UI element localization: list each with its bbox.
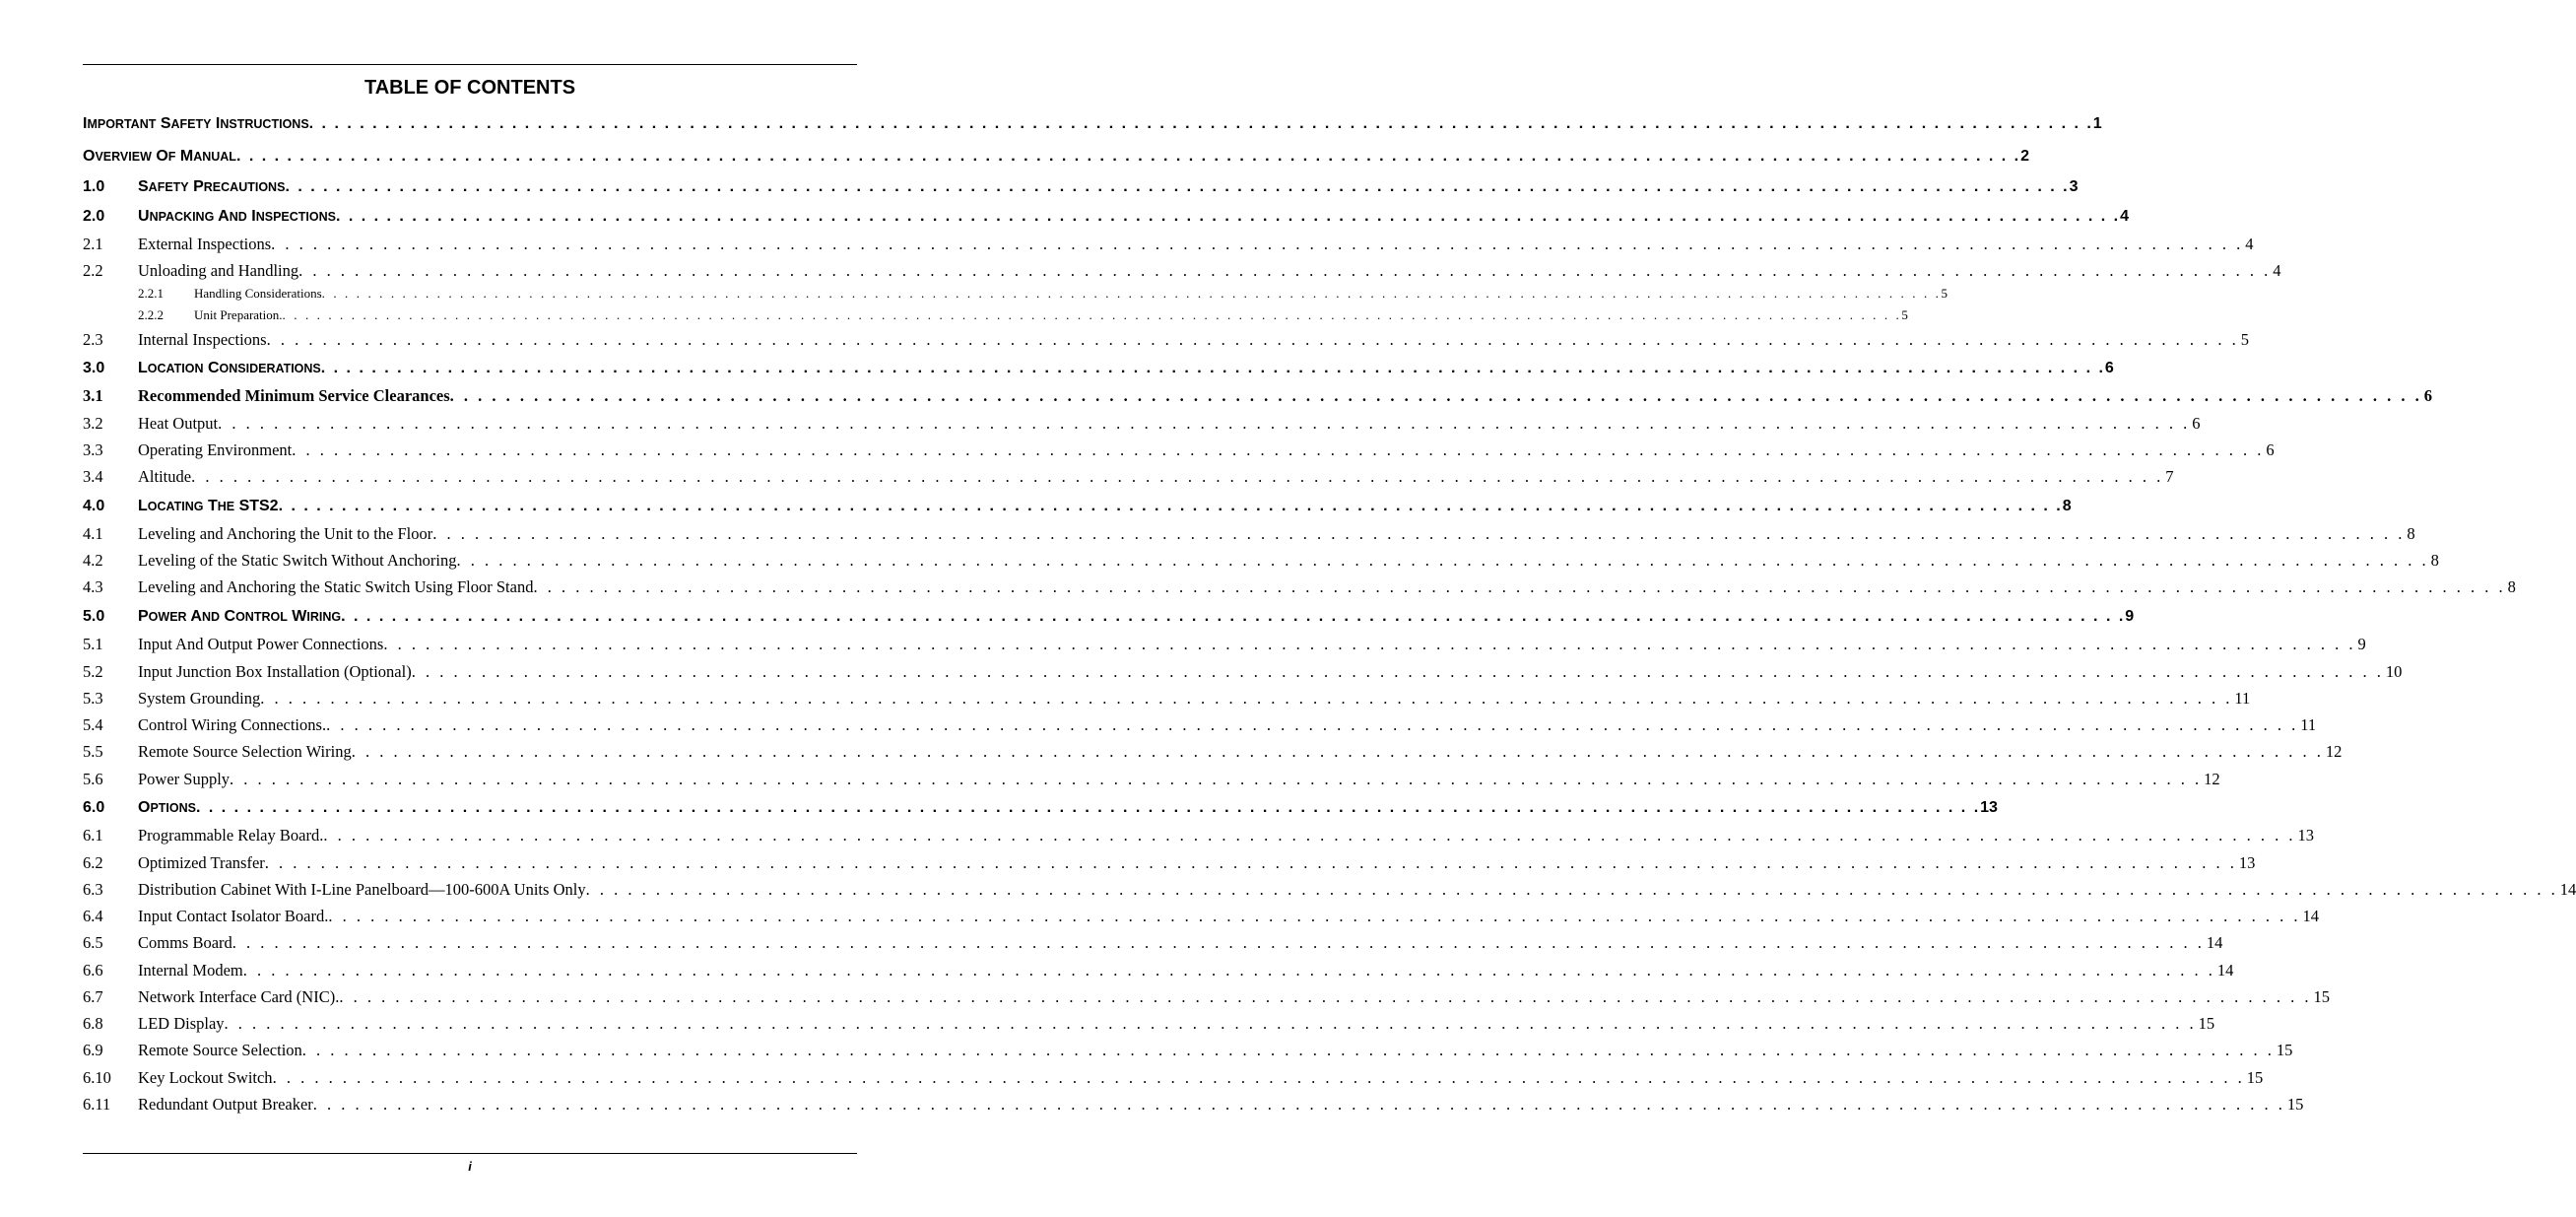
dot-leader: . . . . . . . . . . . . . . . . . . . . . . . . . . . . . . . . . . . . . . . . . . . . . . . . . . . . . . . . . . . . . . . . . . . . . . . . . . . . . . . . . . . . . . . . . . . . . . . . . . . . . . . . . . . . . . . . . . . . . . . . . . . . . . . . . . . . . . . . . . . . . bbox=[449, 386, 2422, 405]
dot-leader: . . . . . . . . . . . . . . . . . . . . . . . . . . . . . . . . . . . . . . . . . . . . . . . . . . . . . . . . . . . . . . . . . . . . . . . . . . . . . . . . . . . . . . . . . . . . . . . . . . . . . . . . . . . . . . . . . . . . . . . . . . . . . . . . . . . . . . . . . . . . . bbox=[456, 551, 2429, 570]
page-number: i bbox=[468, 1159, 472, 1174]
dot-leader: . . . . . . . . . . . . . . . . . . . . . . . . . . . . . . . . . . . . . . . . . . . . . . . . . . . . . . . . . . . . . . . . . . . . . . . . . . . . . . . . . . . . . . . . . . . . . . . . . . . . . . . . . . . . . . . . . . . . . . . . . . . . . . . . . . . . . . . . . . . . . bbox=[242, 961, 2215, 980]
toc-entry-title: OPTIONS bbox=[138, 799, 196, 816]
dot-leader: . . . . . . . . . . . . . . . . . . . . . . . . . . . . . . . . . . . . . . . . . . . . . . . . . . . . . . . . . . . . . . . . . . . . . . . . . . . . . . . . . . . . . . . . . . . . . . . . . . . . . . . . . . . . . . . . . . . . . . . . . . . . . . . . . . . . . . . . . . . . . bbox=[230, 770, 2203, 788]
toc-entry[interactable] bbox=[138, 286, 1948, 302]
toc-entry-page: 12 bbox=[2325, 742, 2343, 761]
toc-entry[interactable] bbox=[83, 524, 2415, 544]
toc-entry[interactable] bbox=[83, 608, 2135, 626]
toc-entry-page: 7 bbox=[2165, 467, 2174, 486]
toc-entry[interactable] bbox=[83, 386, 2433, 406]
toc-entry[interactable] bbox=[83, 261, 2281, 281]
dot-leader: . . . . . . . . . . . . . . . . . . . . . . . . . . . . . . . . . . . . . . . . . . . . . . . . . . . . . . . . . . . . . . . . . . . . . . . . . . . . . . . . . . . . . . . . . . . . . . . . . . . . . . . . . . . . . . . . . . . . . . . . . . . . . . . . . . . . . . . . . . . . . bbox=[383, 635, 2356, 653]
toc-entry[interactable] bbox=[83, 577, 2516, 597]
toc-entry-title: Power Supply bbox=[138, 770, 231, 788]
toc-entry-page: 6 bbox=[2423, 386, 2433, 405]
toc-entry-number: 5.1 bbox=[83, 635, 103, 653]
toc-entry-page: 15 bbox=[2246, 1068, 2264, 1087]
toc-entry[interactable] bbox=[83, 551, 2439, 571]
toc-entry-title: Key Lockout Switch bbox=[138, 1068, 273, 1087]
toc-entry-title: Input Contact Isolator Board. bbox=[138, 907, 329, 925]
toc-entry-page: 8 bbox=[2507, 577, 2516, 596]
toc-entry[interactable] bbox=[83, 1041, 2293, 1060]
toc-entry-number: 6.5 bbox=[83, 933, 103, 952]
toc-entry[interactable] bbox=[83, 414, 2201, 434]
toc-entry[interactable] bbox=[83, 742, 2343, 762]
toc-entry-title: IMPORTANT SAFETY INSTRUCTIONS bbox=[83, 115, 309, 132]
toc-entry-page: 8 bbox=[2062, 498, 2072, 514]
toc-entry-title: External Inspections bbox=[138, 235, 272, 253]
toc-entry[interactable] bbox=[83, 933, 2223, 953]
dot-leader: . . . . . . . . . . . . . . . . . . . . . . . . . . . . . . . . . . . . . . . . . . . . . . . . . . . . . . . . . . . . . . . . . . . . . . . . . . . . . . . . . . . . . . . . . . . . . . . . . . . . . . . . . . . . . . . . . . . . . . . . . . . . . . . . . . . . . . . . . . . . . bbox=[320, 360, 2105, 376]
toc-entry-title: Comms Board bbox=[138, 933, 232, 952]
toc-entry-page: 9 bbox=[2125, 608, 2135, 625]
toc-entry-page: 6 bbox=[2266, 440, 2275, 459]
toc-entry-number: 2.0 bbox=[83, 208, 105, 225]
toc-entry-page: 13 bbox=[1980, 799, 1998, 816]
toc-entry-page: 1 bbox=[2092, 115, 2102, 132]
toc-entry-page: 14 bbox=[2206, 933, 2223, 952]
dot-leader: . . . . . . . . . . . . . . . . . . . . . . . . . . . . . . . . . . . . . . . . . . . . . . . . . . . . . . . . . . . . . . . . . . . . . . . . . . . . . . . . . . . . . . . . . . . . . . . . . . . . . . . . . . . . . . . . . . . . . . . . . . . . . . . . . . . . . . . . . . . . . bbox=[341, 608, 2126, 625]
toc-entry[interactable] bbox=[83, 662, 2403, 682]
dot-leader: . . . . . . . . . . . . . . . . . . . . . . . . . . . . . . . . . . . . . . . . . . . . . . . . . . . . . . . . . . . . . . . . . . . . . . . . . . . . . . . . . . . . . . . . . . . . . . . . . . . . . . . . . . . . . . . . . . . . . . . . . . . . . . . . . . . . . . . . . . . . . bbox=[301, 1041, 2275, 1059]
toc-entry-page: 5 bbox=[2240, 330, 2249, 349]
toc-entry[interactable] bbox=[83, 467, 2174, 487]
toc-entry[interactable] bbox=[83, 853, 2256, 873]
toc-entry-page: 15 bbox=[2286, 1095, 2304, 1114]
toc-entry-number: 2.2.2 bbox=[138, 307, 164, 322]
toc-entry-title: Control Wiring Connections. bbox=[138, 715, 327, 734]
dot-leader: . . . . . . . . . . . . . . . . . . . . . . . . . . . . . . . . . . . . . . . . . . . . . . . . . . . . . . . . . . . . . . . . . . . . . . . . . . . . . . . . . . . . . . . . . . . . . . . . . . . . . . . . . . . . . . . . . . . . . . . . . . . . . . . . . . . . . . . . . . . . . bbox=[411, 662, 2384, 681]
toc-entry-page: 6 bbox=[2104, 360, 2114, 376]
toc-entry-title: Leveling and Anchoring the Static Switch Using Floor Stand bbox=[138, 577, 534, 596]
toc-entry-page: 15 bbox=[2313, 987, 2330, 1006]
toc-entry-number: 5.0 bbox=[83, 608, 105, 625]
toc-entry[interactable] bbox=[83, 208, 2130, 226]
toc-entry-number: 4.2 bbox=[83, 551, 103, 570]
toc-entry-page: 15 bbox=[2198, 1014, 2215, 1033]
toc-entry[interactable] bbox=[83, 961, 2234, 980]
toc-entry[interactable] bbox=[83, 498, 2072, 515]
toc-entry-number: 3.2 bbox=[83, 414, 103, 433]
toc-entry-title: LOCATION CONSIDERATIONS bbox=[138, 360, 321, 376]
toc-entry-page: 2 bbox=[2020, 148, 2029, 165]
toc-entry-title: LOCATING THE STS2 bbox=[138, 498, 279, 514]
dot-leader: . . . . . . . . . . . . . . . . . . . . . . . . . . . . . . . . . . . . . . . . . . . . . . . . . . . . . . . . . . . . . . . . . . . . . . . . . . . . . . . . . . . . . . . . . . . . . . . . . . . . . . . . . . . . . . . . . . . . . . . . . . . . . . . . . . . . . . . . . . . . . bbox=[278, 498, 2063, 514]
toc-entry-title: Internal Inspections bbox=[138, 330, 267, 349]
toc-entry[interactable] bbox=[83, 115, 2102, 133]
toc-entry-number: 3.1 bbox=[83, 386, 103, 405]
toc-entry-title: Redundant Output Breaker bbox=[138, 1095, 313, 1114]
dot-leader: . . . . . . . . . . . . . . . . . . . . . . . . . . . . . . . . . . . . . . . . . . . . . . . . . . . . . . . . . . . . . . . . . . . . . . . . . . . . . . . . . . . . . . . . . . . . . . . . . . . . . . . . . . . . . . . . . . . . . . . . . . . . . . . . . . . . . . . . . . . . . bbox=[235, 148, 2021, 165]
toc-entry-number: 4.1 bbox=[83, 524, 103, 543]
dot-leader: . . . . . . . . . . . . . . . . . . . . . . . . . . . . . . . . . . . . . . . . . . . . . . . . . . . . . . . . . . . . . . . . . . . . . . . . . . . . . . . . . . . . . . . . . . . . . . . . . . . . . . . . . . . . . . . . . . . . . . . . . . . . . . . . . . . . . . . . . . . . . bbox=[191, 467, 2164, 486]
toc-entry-number: 6.1 bbox=[83, 826, 103, 845]
dot-leader: . . . . . . . . . . . . . . . . . . . . . . . . . . . . . . . . . . . . . . . . . . . . . . . . . . . . . . . . . . . . . . . . . . . . . . . . . . . . . . . . . . . . . . . . . . . . . . . . . . . . . . . . . . . . . . . . . . . . . . . . . . . . . . . . . . . . . . . . . . . . . bbox=[260, 689, 2233, 708]
toc-entry-title: Unloading and Handling bbox=[138, 261, 299, 280]
top-rule bbox=[83, 64, 857, 65]
toc-entry-page: 14 bbox=[2559, 880, 2576, 899]
toc-entry[interactable] bbox=[83, 635, 2366, 654]
toc-entry[interactable] bbox=[83, 826, 2314, 845]
toc-entry[interactable] bbox=[83, 1068, 2264, 1088]
toc-entry-page: 3 bbox=[2069, 178, 2079, 195]
toc-entry-page: 4 bbox=[2273, 261, 2281, 280]
toc-entry-number: 3.0 bbox=[83, 360, 105, 376]
toc-entry[interactable] bbox=[83, 1095, 2304, 1115]
toc-entry-number: 4.0 bbox=[83, 498, 105, 514]
toc-entry-number: 2.1 bbox=[83, 235, 103, 253]
toc-entry-title: OVERVIEW OF MANUAL bbox=[83, 148, 236, 165]
toc-entry-page: 4 bbox=[2120, 208, 2130, 225]
toc-entry-page: 5 bbox=[1901, 307, 1908, 322]
toc-entry-title: Input And Output Power Connections bbox=[138, 635, 384, 653]
toc-entry-title: Distribution Cabinet With I-Line Panelboard—100-600A Units Only bbox=[138, 880, 586, 899]
toc-entry-title: Remote Source Selection Wiring bbox=[138, 742, 352, 761]
toc-entry-page: 11 bbox=[2234, 689, 2251, 708]
toc-entry-number: 6.6 bbox=[83, 961, 103, 980]
toc-entry-number: 5.3 bbox=[83, 689, 103, 708]
dot-leader: . . . . . . . . . . . . . . . . . . . . . . . . . . . . . . . . . . . . . . . . . . . . . . . . . . . . . . . . . . . . . . . . . . . . . . . . . . . . . . . . . . . . . . . . . . . . . . . . . . . . . . . . . . . . . . . . . . . . . . . . . . . . . . . . . . . . . . . . . . . . . bbox=[298, 261, 2272, 280]
toc-entry-title: Input Junction Box Installation (Optional) bbox=[138, 662, 412, 681]
toc-entry[interactable] bbox=[83, 440, 2275, 460]
dot-leader: . . . . . . . . . . . . . . . . . . . . . . . . . . . . . . . . . . . . . . . . . . . . . . . . . . . . . . . . . . . . . . . . . . . . . . . . . . . . . . . . . . . . . . . . . . . . . . . . . . . . . . . . . . . . . . . . . . . . . . . . . . . . . . . . . . . . . . . . . . . . . bbox=[339, 987, 2312, 1006]
toc-entry-number: 4.3 bbox=[83, 577, 103, 596]
toc-entry-title: Optimized Transfer bbox=[138, 853, 265, 872]
toc-entry-title: LED Display bbox=[138, 1014, 225, 1033]
dot-leader: . . . . . . . . . . . . . . . . . . . . . . . . . . . . . . . . . . . . . . . . . . . . . . . . . . . . . . . . . . . . . . . . . . . . . . . . . . . . . . . . . . . . . . . . . . . . . . . . . . . . . . . . . . . . . . . . . . . . . . . . . . . . . . . . . . . . . . . . . . . . . bbox=[224, 1014, 2197, 1033]
toc-entry-number: 6.0 bbox=[83, 799, 105, 816]
dot-leader: . . . . . . . . . . . . . . . . . . . . . . . . . . . . . . . . . . . . . . . . . . . . . . . . . . . . . . . . . . . . . . . . . . . . . . . . . . . . . . . . . . . . . . . . . . . . . . . . . . . . . . . . . . . . . . . . . . . . . . . . . . . . . . . . . . . . . . . . . . . . . bbox=[264, 853, 2237, 872]
toc-entry-number: 2.2 bbox=[83, 261, 103, 280]
dot-leader: . . . . . . . . . . . . . . . . . . . . . . . . . . . . . . . . . . . . . . . . . . . . . . . . . . . . . . . . . . . . . . . . . . . . . . . . . . . . . . . . . . . . . . . . . . . . . . . . . . . . . . . . . . . . . . . . . . . . . . . . . . . . . . . . . . . . . . . . . . . . . bbox=[272, 1068, 2245, 1087]
dot-leader: . . . . . . . . . . . . . . . . . . . . . . . . . . . . . . . . . . . . . . . . . . . . . . . . . . . . . . . . . . . . . . . . . . . . . . . . . . . . . . . . . . . . . . . . . . . . . . . . . . . . . . . . . . . . . . . . . . . . . . . . . . . . . . . . . . . . . . . . . . . . . bbox=[432, 524, 2406, 543]
toc-entry-number: 2.2.1 bbox=[138, 286, 164, 301]
page-title: TABLE OF CONTENTS bbox=[363, 77, 576, 99]
toc-entry-page: 13 bbox=[2238, 853, 2256, 872]
toc-entry-number: 5.6 bbox=[83, 770, 103, 788]
toc-entry-title: Leveling and Anchoring the Unit to the Floor bbox=[138, 524, 433, 543]
toc-entry-title: UNPACKING AND INSPECTIONS bbox=[138, 208, 336, 225]
toc-entry-page: 15 bbox=[2276, 1041, 2293, 1059]
toc-entry-page: 4 bbox=[2245, 235, 2254, 253]
toc-entry[interactable] bbox=[83, 799, 1998, 817]
toc-entry-number: 5.2 bbox=[83, 662, 103, 681]
dot-leader: . . . . . . . . . . . . . . . . . . . . . . . . . . . . . . . . . . . . . . . . . . . . . . . . . . . . . . . . . . . . . . . . . . . . . . . . . . . . . . . . . . . . . . . . . . . . . . . . . . . . . . . . . . . . . . . . . . . . . . . . . . . . . . . . . . . . . . . . . . . . . bbox=[326, 715, 2299, 734]
toc-entry-title: Unit Preparation. bbox=[194, 307, 283, 322]
toc-entry[interactable] bbox=[83, 235, 2254, 254]
toc-entry-number: 6.4 bbox=[83, 907, 103, 925]
toc-entry-title: POWER AND CONTROL WIRING bbox=[138, 608, 342, 625]
toc-entry[interactable] bbox=[83, 360, 2114, 377]
toc-entry-number: 6.10 bbox=[83, 1068, 111, 1087]
toc-entry-title: Recommended Minimum Service Clearances bbox=[138, 386, 450, 405]
toc-entry-title: Remote Source Selection bbox=[138, 1041, 302, 1059]
dot-leader: . . . . . . . . . . . . . . . . . . . . . . . . . . . . . . . . . . . . . . . . . . . . . . . . . . . . . . . . . . . . . . . . . . . . . . . . . . . . . . . . . . . . . . . . . . . . . . . . . . . . . . . . . . . . . . . . . . . . . . . . . . . . . . . . . . . . . . . . . . . . . bbox=[312, 1095, 2285, 1114]
toc-entry[interactable] bbox=[83, 987, 2330, 1007]
toc-entry-title: Operating Environment bbox=[138, 440, 293, 459]
toc-entry-page: 12 bbox=[2204, 770, 2220, 788]
toc-entry-title: Internal Modem bbox=[138, 961, 243, 980]
dot-leader: . . . . . . . . . . . . . . . . . . . . . . . . . . . . . . . . . . . . . . . . . . . . . . . . . . . . . . . . . . . . . . . . . . . . . . . . . . . . . . . . . . . . . . . . . . . . . . . . . . . . . . . . . . . . . . . . . . . . . . . . . . . . . . . . . . . . . . . . . . . . . bbox=[231, 933, 2205, 952]
dot-leader: . . . . . . . . . . . . . . . . . . . . . . . . . . . . . . . . . . . . . . . . . . . . . . . . . . . . . . . . . . . . . . . . . . . . . . . . . . . . . . . . . . . . . . . . . . . . . . . . . . . . . . . . . . . . . . . . . . . . . . . . . . . . . . . . . . . . . . . . . . . . . bbox=[266, 330, 2239, 349]
toc-entry-title: Network Interface Card (NIC). bbox=[138, 987, 340, 1006]
toc-entry-number: 5.4 bbox=[83, 715, 103, 734]
toc-entry-title: Altitude bbox=[138, 467, 192, 486]
toc-entry-page: 14 bbox=[2216, 961, 2234, 980]
toc-entry[interactable] bbox=[83, 148, 2029, 166]
toc-entry-number: 6.9 bbox=[83, 1041, 103, 1059]
toc-entry[interactable] bbox=[83, 178, 2079, 196]
dot-leader: . . . . . . . . . . . . . . . . . . . . . . . . . . . . . . . . . . . . . . . . . . . . . . . . . . . . . . . . . . . . . . . . . . . . . . . . . . . . . . . . . . . . . . . . . . . . . . . . . . . . . . . . . . . . . . . . . . . . . . . . . . . . . . . . . . . . . . . . . . . . . bbox=[351, 742, 2324, 761]
dot-leader: . . . . . . . . . . . . . . . . . . . . . . . . . . . . . . . . . . . . . . . . . . . . . . . . . . . . . . . . . . . . . . . . . . . . . . . . . . . . . . . . . . . . . . . . . . . . . . . . . . . . . . . . . . . . . . . . . . . . . . . . . . . . . . . . . . . . . . . . . . . . . bbox=[321, 286, 1942, 301]
toc-entry-number: 6.8 bbox=[83, 1014, 103, 1033]
toc-entry-page: 6 bbox=[2192, 414, 2201, 433]
toc-entry-page: 14 bbox=[2302, 907, 2320, 925]
toc-entry-title: Leveling of the Static Switch Without Anchoring bbox=[138, 551, 457, 570]
dot-leader: . . . . . . . . . . . . . . . . . . . . . . . . . . . . . . . . . . . . . . . . . . . . . . . . . . . . . . . . . . . . . . . . . . . . . . . . . . . . . . . . . . . . . . . . . . . . . . . . . . . . . . . . . . . . . . . . . . . . . . . . . . . . . . . . . . . . . . . . . . . . . bbox=[308, 115, 2093, 132]
dot-leader: . . . . . . . . . . . . . . . . . . . . . . . . . . . . . . . . . . . . . . . . . . . . . . . . . . . . . . . . . . . . . . . . . . . . . . . . . . . . . . . . . . . . . . . . . . . . . . . . . . . . . . . . . . . . . . . . . . . . . . . . . . . . . . . . . . . . . . . . . . . . . bbox=[282, 307, 1902, 322]
toc-entry-page: 8 bbox=[2407, 524, 2415, 543]
toc-entry-title: SAFETY PRECAUTIONS bbox=[138, 178, 286, 195]
toc-entry-number: 6.7 bbox=[83, 987, 103, 1006]
dot-leader: . . . . . . . . . . . . . . . . . . . . . . . . . . . . . . . . . . . . . . . . . . . . . . . . . . . . . . . . . . . . . . . . . . . . . . . . . . . . . . . . . . . . . . . . . . . . . . . . . . . . . . . . . . . . . . . . . . . . . . . . . . . . . . . . . . . . . . . . . . . . . bbox=[218, 414, 2191, 433]
toc-entry[interactable] bbox=[83, 715, 2317, 735]
bottom-rule bbox=[83, 1153, 857, 1154]
toc-entry-title: Programmable Relay Board. bbox=[138, 826, 324, 845]
toc-entry-number: 6.2 bbox=[83, 853, 103, 872]
toc-entry-page: 13 bbox=[2297, 826, 2314, 845]
toc-entry-page: 11 bbox=[2300, 715, 2317, 734]
dot-leader: . . . . . . . . . . . . . . . . . . . . . . . . . . . . . . . . . . . . . . . . . . . . . . . . . . . . . . . . . . . . . . . . . . . . . . . . . . . . . . . . . . . . . . . . . . . . . . . . . . . . . . . . . . . . . . . . . . . . . . . . . . . . . . . . . . . . . . . . . . . . . bbox=[323, 826, 2296, 845]
toc-entry-number: 3.3 bbox=[83, 440, 103, 459]
dot-leader: . . . . . . . . . . . . . . . . . . . . . . . . . . . . . . . . . . . . . . . . . . . . . . . . . . . . . . . . . . . . . . . . . . . . . . . . . . . . . . . . . . . . . . . . . . . . . . . . . . . . . . . . . . . . . . . . . . . . . . . . . . . . . . . . . . . . . . . . . . . . . bbox=[585, 880, 2558, 899]
toc-entry-number: 1.0 bbox=[83, 178, 105, 195]
toc-entry-number: 6.11 bbox=[83, 1095, 111, 1114]
toc-entry-title: System Grounding bbox=[138, 689, 261, 708]
dot-leader: . . . . . . . . . . . . . . . . . . . . . . . . . . . . . . . . . . . . . . . . . . . . . . . . . . . . . . . . . . . . . . . . . . . . . . . . . . . . . . . . . . . . . . . . . . . . . . . . . . . . . . . . . . . . . . . . . . . . . . . . . . . . . . . . . . . . . . . . . . . . . bbox=[285, 178, 2070, 195]
toc-entry-page: 10 bbox=[2385, 662, 2403, 681]
toc-entry[interactable] bbox=[83, 880, 2576, 900]
toc-entry[interactable] bbox=[83, 330, 2249, 350]
toc-entry-page: 8 bbox=[2430, 551, 2439, 570]
toc-entry[interactable] bbox=[138, 307, 1908, 323]
toc-entry[interactable] bbox=[83, 689, 2251, 709]
toc-entry[interactable] bbox=[83, 770, 2220, 789]
dot-leader: . . . . . . . . . . . . . . . . . . . . . . . . . . . . . . . . . . . . . . . . . . . . . . . . . . . . . . . . . . . . . . . . . . . . . . . . . . . . . . . . . . . . . . . . . . . . . . . . . . . . . . . . . . . . . . . . . . . . . . . . . . . . . . . . . . . . . . . . . . . . . bbox=[196, 799, 1981, 816]
toc-entry-number: 3.4 bbox=[83, 467, 103, 486]
toc-entry-number: 2.3 bbox=[83, 330, 103, 349]
toc-entry-number: 6.3 bbox=[83, 880, 103, 899]
dot-leader: . . . . . . . . . . . . . . . . . . . . . . . . . . . . . . . . . . . . . . . . . . . . . . . . . . . . . . . . . . . . . . . . . . . . . . . . . . . . . . . . . . . . . . . . . . . . . . . . . . . . . . . . . . . . . . . . . . . . . . . . . . . . . . . . . . . . . . . . . . . . . bbox=[335, 208, 2121, 225]
toc-entry-title: Heat Output bbox=[138, 414, 219, 433]
dot-leader: . . . . . . . . . . . . . . . . . . . . . . . . . . . . . . . . . . . . . . . . . . . . . . . . . . . . . . . . . . . . . . . . . . . . . . . . . . . . . . . . . . . . . . . . . . . . . . . . . . . . . . . . . . . . . . . . . . . . . . . . . . . . . . . . . . . . . . . . . . . . . bbox=[533, 577, 2506, 596]
toc-entry-number: 5.5 bbox=[83, 742, 103, 761]
toc-entry-title: Handling Considerations bbox=[194, 286, 322, 301]
toc-entry[interactable] bbox=[83, 907, 2320, 926]
toc-entry-page: 9 bbox=[2357, 635, 2366, 653]
dot-leader: . . . . . . . . . . . . . . . . . . . . . . . . . . . . . . . . . . . . . . . . . . . . . . . . . . . . . . . . . . . . . . . . . . . . . . . . . . . . . . . . . . . . . . . . . . . . . . . . . . . . . . . . . . . . . . . . . . . . . . . . . . . . . . . . . . . . . . . . . . . . . bbox=[292, 440, 2265, 459]
toc-entry[interactable] bbox=[83, 1014, 2215, 1034]
dot-leader: . . . . . . . . . . . . . . . . . . . . . . . . . . . . . . . . . . . . . . . . . . . . . . . . . . . . . . . . . . . . . . . . . . . . . . . . . . . . . . . . . . . . . . . . . . . . . . . . . . . . . . . . . . . . . . . . . . . . . . . . . . . . . . . . . . . . . . . . . . . . . bbox=[328, 907, 2301, 925]
toc-entry-page: 5 bbox=[1941, 286, 1948, 301]
dot-leader: . . . . . . . . . . . . . . . . . . . . . . . . . . . . . . . . . . . . . . . . . . . . . . . . . . . . . . . . . . . . . . . . . . . . . . . . . . . . . . . . . . . . . . . . . . . . . . . . . . . . . . . . . . . . . . . . . . . . . . . . . . . . . . . . . . . . . . . . . . . . . bbox=[271, 235, 2244, 253]
